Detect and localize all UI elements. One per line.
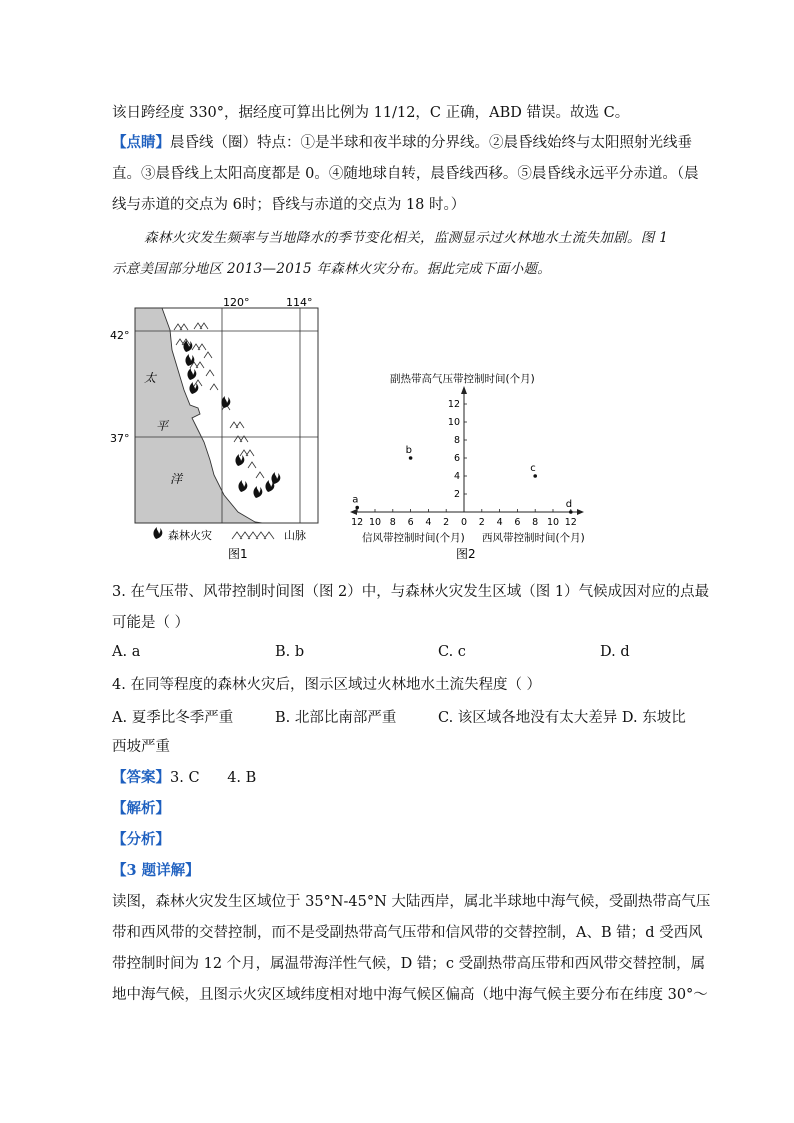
x-tick-label: 6	[407, 517, 414, 528]
explain-line-2: 带和西风带的交替控制，而不是受副热带高气压带和信风带的交替控制，A、B 错；d 受西风	[112, 925, 703, 941]
point-label-c: c	[530, 463, 536, 474]
text-line-4: 线与赤道的交点为 6时；昏线与赤道的交点为 18 时。）	[112, 197, 466, 213]
y-tick-label: 8	[453, 435, 460, 446]
answer-tag: 【答案】	[112, 769, 170, 786]
q4-stem: 4. 在同等程度的森林火灾后，图示区域过火林地水土流失程度（ ）	[112, 677, 542, 693]
x-tick-label: 10	[368, 517, 382, 528]
x-axis-arrow-right	[577, 509, 584, 515]
x-axis-arrow-left	[350, 509, 357, 515]
dianjing-text: 晨昏线（圈）特点：①是半球和夜半球的分界线。②晨昏线始终与太阳照射光线垂	[170, 135, 692, 151]
x-tick-label: 10	[546, 517, 560, 528]
chart-xlabel-right: 西风带控制时间(个月)	[482, 532, 585, 544]
intro-line-2: 示意美国部分地区 2013—2015 年森林火灾分布。据此完成下面小题。	[112, 261, 552, 277]
chart-points	[352, 445, 572, 514]
y-axis-arrow	[461, 386, 467, 394]
y-tick-label: 4	[453, 471, 460, 482]
y-tick-label: 6	[453, 453, 460, 464]
y-tick-label: 10	[447, 417, 460, 428]
figure-1-caption: 图1	[228, 547, 248, 561]
legend-fire-icon	[153, 527, 162, 539]
q3-stem-line-2: 可能是（ ）	[112, 615, 190, 631]
figure-2-chart	[340, 368, 590, 563]
explain-line-3: 带控制时间为 12 个月，属温带海洋性气候，D 错；c 受副热带高压带和西风带交替控制，属	[112, 956, 706, 972]
x-tick-label: 6	[514, 517, 521, 528]
lon-120-label: 120°	[223, 296, 250, 309]
q3-option-c: C. c	[438, 644, 466, 660]
legend-mountain-label: 山脉	[284, 529, 306, 542]
q3-option-b: B. b	[275, 644, 305, 660]
ocean-char-3: 洋	[170, 472, 183, 486]
explain-line-1: 读图，森林火灾发生区域位于 35°N-45°N 大陆西岸，属北半球地中海气候，受副热带高气压	[112, 894, 711, 910]
legend-mountain-icon	[232, 532, 274, 539]
dianjing-tag: 【点睛】	[112, 134, 170, 151]
point-label-a: a	[352, 494, 359, 506]
chart-xlabel-left: 信风带控制时间(个月)	[362, 532, 465, 544]
x-tick-label: 8	[532, 517, 539, 528]
text-line-2	[112, 133, 692, 153]
x-tick-label: 0	[460, 517, 468, 528]
ocean-char-2: 平	[156, 419, 169, 433]
x-tick-label: 4	[425, 517, 432, 528]
lat-37-label: 37°	[110, 432, 130, 445]
q4-option-b: B. 北部比南部严重	[275, 710, 397, 726]
ocean-char-1: 太	[144, 371, 157, 385]
jiexi-tag: 【解析】	[112, 800, 170, 817]
point-a	[355, 506, 359, 510]
point-d	[569, 510, 573, 514]
q3-detail-tag: 【3 题详解】	[112, 862, 200, 879]
q3-stem-line-1: 3. 在气压带、风带控制时间图（图 2）中，与森林火灾发生区域（图 1）气候成因对应的点最	[112, 584, 710, 600]
intro-line-1: 森林火灾发生频率与当地降水的季节变化相关，监测显示过火林地水土流失加剧。图 1	[144, 230, 669, 246]
y-tick-label: 12	[447, 399, 460, 410]
point-label-b: b	[405, 445, 412, 456]
point-c	[533, 474, 537, 478]
q4-option-d-cont: 西坡严重	[112, 739, 170, 755]
x-tick-label: 8	[389, 517, 396, 528]
q4-option-cd: C. 该区域各地没有太大差异 D. 东坡比	[438, 710, 686, 726]
answer-line	[112, 768, 256, 788]
text-line-3: 直。③晨昏线上太阳高度都是 0。④随地球自转，晨昏线西移。⑤晨昏线永远平分赤道。（晨	[112, 166, 699, 182]
text-line-1: 该日跨经度 330°，据经度可算出比例为 11/12，C 正确，ABD 错误。故选 C。	[112, 105, 630, 121]
x-tick-label: 12	[564, 517, 577, 528]
explain-line-4: 地中海气候，且图示火灾区域纬度相对地中海气候区偏高（地中海气候主要分布在纬度 30°～	[112, 987, 708, 1003]
chart-title: 副热带高气压带控制时间(个月)	[390, 373, 535, 385]
x-tick-label: 2	[443, 517, 450, 528]
figure-2-caption: 图2	[456, 547, 476, 561]
lat-42-label: 42°	[110, 329, 130, 342]
lon-114-label: 114°	[286, 296, 313, 309]
y-tick-label: 2	[453, 489, 460, 500]
q3-option-d: D. d	[600, 644, 630, 660]
x-tick-label: 2	[478, 517, 485, 528]
x-tick-label: 12	[351, 517, 364, 528]
q4-option-a: A. 夏季比冬季严重	[112, 710, 234, 726]
legend-fire-label: 森林火灾	[168, 529, 212, 542]
answer-text: 3. C 4. B	[170, 770, 257, 786]
point-label-d: d	[565, 499, 573, 510]
point-b	[409, 456, 413, 460]
fenxi-tag: 【分析】	[112, 831, 170, 848]
chart-axes	[350, 386, 584, 515]
figure-1-map	[110, 290, 335, 565]
x-tick-label: 4	[496, 517, 503, 528]
q3-option-a: A. a	[112, 644, 141, 660]
